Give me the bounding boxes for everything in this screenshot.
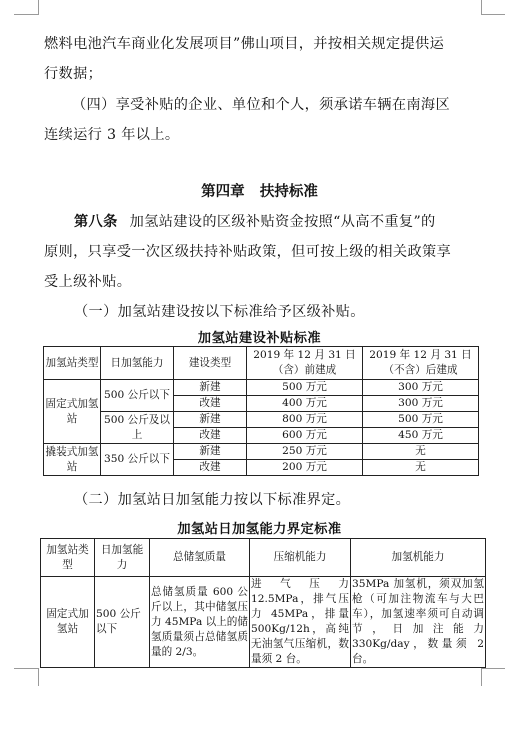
header-cell: 日加氢能力 [95, 539, 150, 577]
table-row [44, 380, 479, 396]
table-caption: 加氢站建设补贴标准 [197, 331, 322, 346]
build-type-cell: 新建 [174, 444, 247, 460]
header-cell: 建设类型 [174, 347, 247, 380]
header-cell: 加氢站类型 [44, 347, 101, 380]
header-cell: 压缩机能力 [250, 539, 351, 577]
amount-after-cell: 无 [363, 444, 479, 460]
capacity-cell: 500 公斤以下 [95, 577, 150, 668]
table-row [41, 577, 486, 668]
header-cell: 2019 年 12 月 31 日（含）前建成 [247, 347, 363, 380]
amount-after-cell: 无 [363, 460, 479, 476]
paragraph-line: 受上级补贴。 [44, 274, 132, 290]
dispenser-cell: 35MPa 加氢机，须双加氢枪（可加注物流车与大巴车），加氢速率须可自动调节，日加注能力330Kg/day，数量须 2 台。 [351, 577, 486, 668]
capacity-cell: 500 公斤以下 [101, 380, 174, 412]
build-type-cell: 新建 [174, 412, 247, 428]
amount-after-cell: 300 万元 [363, 380, 479, 396]
list-item: （二）加氢站日加氢能力按以下标准界定。 [74, 492, 351, 508]
header-cell: 2019 年 12 月 31 日（不含）后建成 [363, 347, 479, 380]
header-cell: 日加氢能力 [101, 347, 174, 380]
article-text: 加氢站建设的区级补贴资金按照“从高不重复”的 [129, 214, 436, 230]
station-type-cell: 固定式加氢站 [44, 380, 101, 444]
build-type-cell: 改建 [174, 396, 247, 412]
amount-before-cell: 500 万元 [247, 380, 363, 396]
paragraph-line: （四）享受补贴的企业、单位和个人，须承诺车辆在南海区 [72, 97, 450, 113]
build-type-cell: 新建 [174, 380, 247, 396]
amount-before-cell: 250 万元 [247, 444, 363, 460]
amount-after-cell: 500 万元 [363, 412, 479, 428]
amount-before-cell: 400 万元 [247, 396, 363, 412]
crop-mark-bottom-right-h [481, 668, 505, 669]
table-row [44, 412, 479, 428]
header-cell: 加氢机能力 [351, 539, 486, 577]
paragraph-line: 连续运行 3 年以上。 [44, 127, 180, 143]
crop-mark-top-left-v [38, 0, 39, 15]
paragraph-line: 行数据； [44, 66, 103, 82]
crop-mark-bottom-right-v [481, 668, 482, 686]
chapter-heading: 第四章 扶持标准 [201, 184, 318, 200]
build-type-cell: 改建 [174, 460, 247, 476]
table-header-row [44, 347, 479, 380]
amount-after-cell: 300 万元 [363, 396, 479, 412]
article-first-line [74, 211, 511, 231]
list-item: （一）加氢站建设按以下标准给予区级补贴。 [74, 304, 365, 320]
subsidy-table [43, 346, 479, 476]
station-type-cell: 固定式加氢站 [41, 577, 95, 668]
station-type-cell: 撬装式加氢站 [44, 444, 101, 476]
header-cell: 总储氢质量 [150, 539, 250, 577]
crop-mark-bottom-left-h [14, 668, 38, 669]
crop-mark-top-right-v [481, 0, 482, 15]
paragraph-line: 原则，只享受一次区级扶持补贴政策，但可按上级的相关政策享 [44, 244, 452, 260]
crop-mark-top-left-h [14, 14, 38, 15]
compressor-cell: 进气压力 12.5MPa，排气压力 45MPa，排量 500Kg/12h，高纯无油氢气压缩机，数量须 2 台。 [250, 577, 351, 668]
paragraph-line: 燃料电池汽车商业化发展项目”佛山项目，并按相关规定提供运 [44, 36, 445, 52]
table-header-row [41, 539, 486, 577]
amount-before-cell: 600 万元 [247, 428, 363, 444]
amount-after-cell: 450 万元 [363, 428, 479, 444]
capacity-cell: 500 公斤及以上 [101, 412, 174, 444]
crop-mark-bottom-left-v [38, 668, 39, 686]
article-label: 第八条 [74, 214, 118, 230]
capacity-table [40, 538, 486, 668]
header-cell: 加氢站类型 [41, 539, 95, 577]
table-caption: 加氢站日加氢能力界定标准 [177, 522, 342, 537]
build-type-cell: 改建 [174, 428, 247, 444]
amount-before-cell: 800 万元 [247, 412, 363, 428]
amount-before-cell: 200 万元 [247, 460, 363, 476]
storage-cell: 总储氢质量 600 公斤以上，其中储氢压力 45MPa 以上的储氢质量须占总储氢质量的 2/3。 [150, 577, 250, 668]
capacity-cell: 350 公斤以下 [101, 444, 174, 476]
crop-mark-top-right-h [481, 14, 505, 15]
table-row [44, 444, 479, 460]
